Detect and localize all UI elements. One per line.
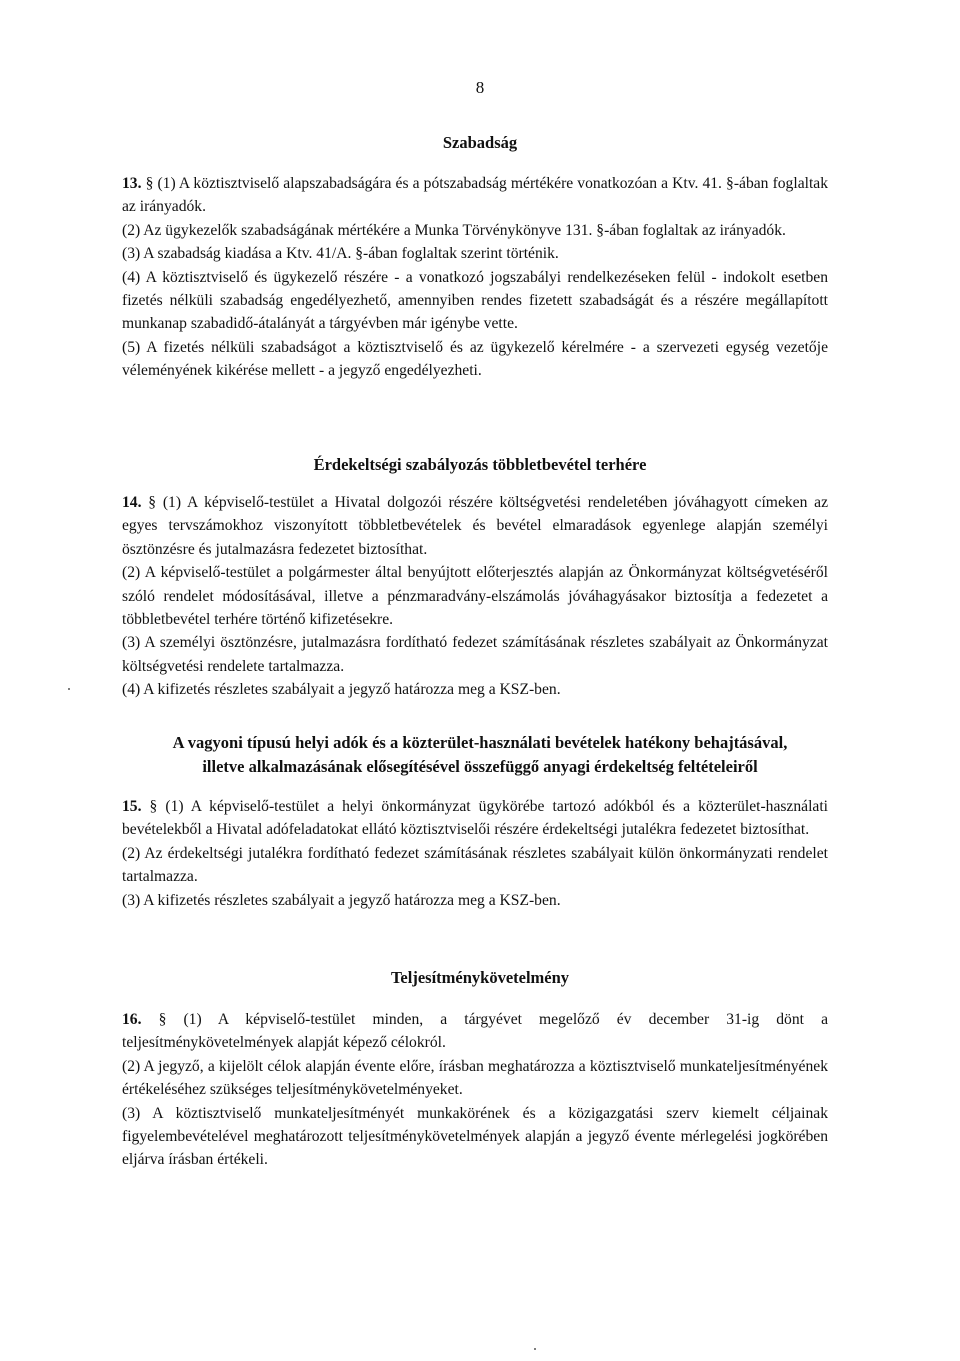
paragraph-15-3: (3) A kifizetés részletes szabályait a jegyző határozza meg a KSZ-ben. [122,891,561,909]
paragraph-16-1: 16. § (1) A képviselő-testület minden, a tárgyévet megelőző év december 31-ig dönt a teljesítménykövetelmények alapját képező célokról. [122,1011,828,1052]
paragraph-15-1: 15. § (1) A képviselő-testület a helyi önkormányzat ügykörébe tartozó adókból és a közterület-használati bevételekből a Hivatal adófeladatokat ellátó köztisztviselői részére érdekeltségi jutalékra fedezetet biztosíthat. [122,798,828,839]
article-number: 16. [122,1011,142,1028]
section-title-line-1: A vagyoni típusú helyi adók és a közterület-használati bevételek hatékony behajtásával, [172,733,788,752]
article-number: 15. [122,798,142,815]
section-body-erdekeltseg [122,491,828,702]
page-number: 8 [475,78,485,97]
paragraph-14-2: (2) A képviselő-testület a polgármester által benyújtott előterjesztés alapján az Önkormányzat költségvetéséről szóló rendelet módosításával, illetve a pénzmaradvány-elszámolás jóváhagyásakor biztosítja a fedezetet a többletbevétel terhére történő kifizetésekre. [122,564,828,629]
section-body-teljesitmeny [122,1008,828,1172]
article-number: 13. [122,175,142,192]
scan-speck [68,688,70,690]
paragraph-16-2: (2) A jegyző, a kijelölt célok alapján évente előre, írásban meghatározza a köztisztviselő munkateljesítményének értékeléséhez szükséges teljesítménykövetelményeket. [122,1057,828,1099]
paragraph-14-4: (4) A kifizetés részletes szabályait a jegyző határozza meg a KSZ-ben. [122,681,561,699]
section-body-vagyoni-adok [122,795,828,912]
section-title-line-2: illetve alkalmazásának elősegítésével összefüggő anyagi érdekeltség feltételeiről [202,756,758,776]
paragraph-13-1: 13. § (1) A köztisztviselő alapszabadságára és a pótszabadság mértékére vonatkozóan a Ktv. 41. §-ában foglaltak az irányadók. [122,175,828,216]
section-title-szabadsag: Szabadság [442,133,518,152]
article-number: 14. [122,494,142,511]
paragraph-13-5: (5) A fizetés nélküli szabadságot a köztisztviselő és az ügykezelő kérelmére - a szervezeti egység vezetője véleményének kikérése mellett - a jegyző engedélyezheti. [122,338,828,380]
paragraph-13-2: (2) Az ügykezelők szabadságának mértékére a Munka Törvénykönyve 131. §-ában foglaltak az irányadók. [122,221,786,239]
scan-speck [534,1348,536,1350]
paragraph-13-4: (4) A köztisztviselő és ügykezelő részére - a vonatkozó jogszabályi rendelkezéseken felül - indokolt esetben fizetés nélküli szabadság engedélyezhető, amennyiben rendes fizetett szabadságát és a részére megállapított munkanap szabadidő-átalányát a tárgyévben már igénybe vette. [122,268,828,333]
section-title-vagyoni-adok [0,731,960,778]
section-title-erdekeltseg: Érdekeltségi szabályozás többletbevétel terhére [313,455,647,474]
paragraph-16-3: (3) A köztisztviselő munkateljesítményét munkakörének és a közigazgatási szerv kiemelt céljainak figyelembevételével meghatározott teljesítménykövetelmények alapján a jegyző évente mérlegelési jogkörében eljárva írásban értékeli. [122,1104,828,1169]
paragraph-13-3: (3) A szabadság kiadása a Ktv. 41/A. §-ában foglaltak szerint történik. [122,245,559,263]
section-title-teljesitmeny: Teljesítménykövetelmény [390,968,570,987]
paragraph-14-1: 14. § (1) A képviselő-testület a Hivatal dolgozói részére költségvetési rendeletében jóváhagyott címeken az egyes tervszámokhoz viszonyított többletbevételek és bevétel elmaradások egyenlege alapján személyi ösztönzésre és jutalmazásra fedezetet biztosíthat. [122,494,828,558]
section-body-szabadsag [122,172,828,383]
paragraph-15-2: (2) Az érdekeltségi jutalékra fordítható fedezet számításának részletes szabályait külön önkormányzati rendelet tartalmazza. [122,844,828,886]
paragraph-14-3: (3) A személyi ösztönzésre, jutalmazásra fordítható fedezet számításának részletes szabályait az Önkormányzat költségvetési rendelete tartalmazza. [122,634,828,675]
